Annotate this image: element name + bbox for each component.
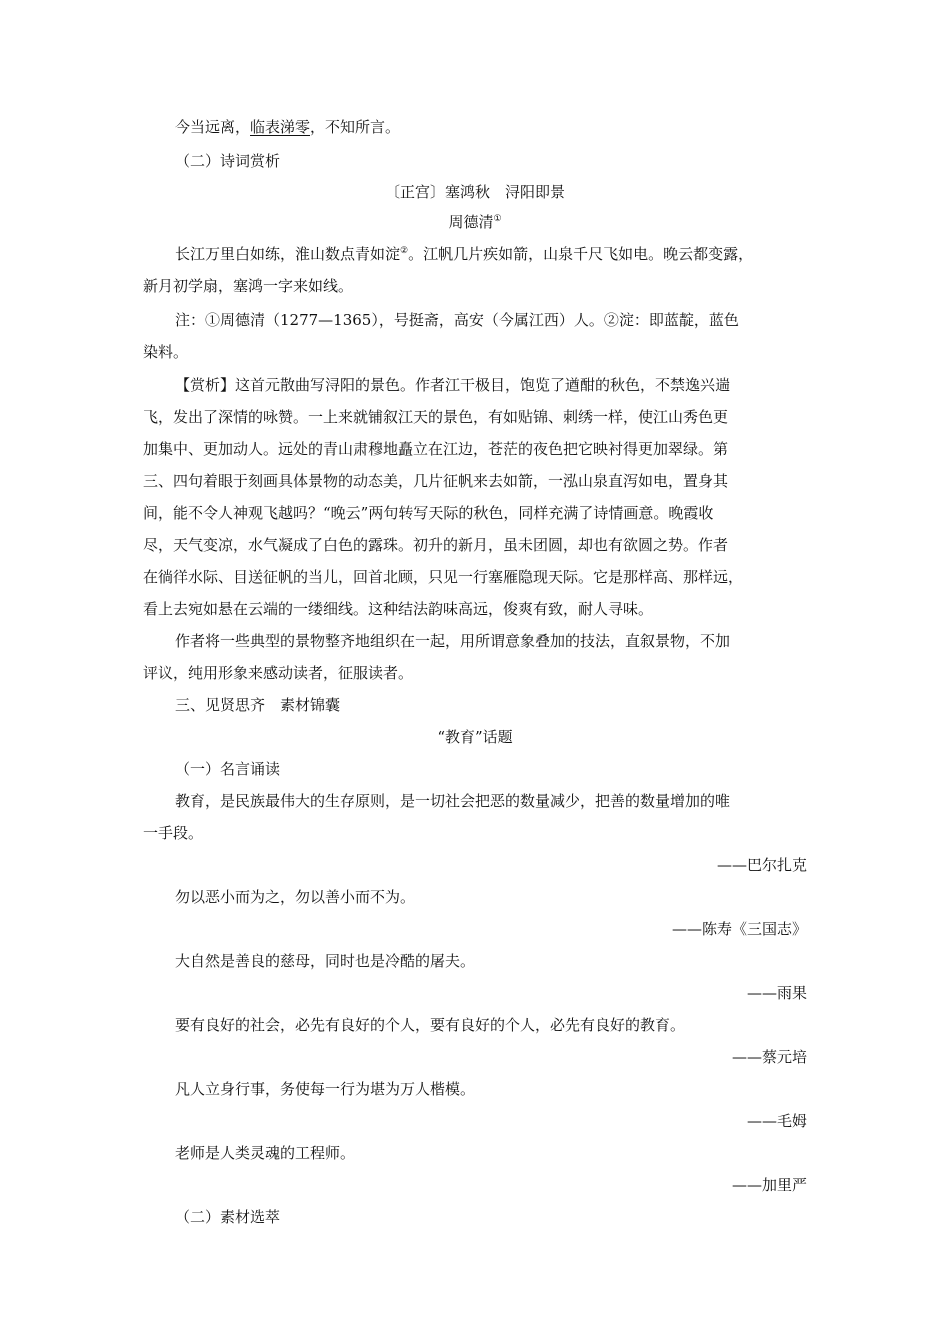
subsection-heading: （一）名言诵读 [175,760,281,778]
note-line: 染料。 [143,343,189,361]
analysis-line: 间，能不令人神观飞越吗？“晚云”两句转写天际的秋色，同样充满了诗情画意。晚霞收 [143,504,714,522]
analysis-line: 尽，天气变凉，水气凝成了白色的露珠。初升的新月，虽未团圆，却也有欲圆之势。作者 [143,536,729,554]
text-segment: ，不知所言。 [310,118,401,136]
poem-line [175,244,753,264]
text-segment: 。江帆几片疾如箭，山泉千尺飞如电。晚云都变露， [408,245,754,263]
footnote-mark: ② [400,246,409,256]
section-heading: （二）诗词赏析 [175,152,281,170]
quote-author: ——蔡元培 [731,1048,807,1066]
quote-author: ——陈寿《三国志》 [671,920,807,938]
quote-text: 一手段。 [143,824,204,842]
poem-title: 〔正宫〕塞鸿秋 浔阳即景 [384,183,565,201]
text-line [175,117,400,137]
text-segment: 长江万里白如练，淮山数点青如淀 [175,245,401,263]
quote-text: 要有良好的社会，必先有良好的个人，要有良好的个人，必先有良好的教育。 [175,1016,686,1034]
analysis-line: 【赏析】这首元散曲写浔阳的景色。作者江干极目，饱览了遒酣的秋色，不禁逸兴遄 [175,376,731,394]
subsection-heading: （二）素材选萃 [175,1208,281,1226]
quote-text: 大自然是善良的慈母，同时也是冷酷的屠夫。 [175,952,476,970]
poem-line: 新月初学扇，塞鸿一字来如线。 [143,277,354,295]
analysis-line: 看上去宛如悬在云端的一缕细线。这种结法韵味高远，俊爽有致，耐人寻味。 [143,600,654,618]
text-segment: 今当远离， [175,118,251,136]
analysis-line: 在徜徉水际、目送征帆的当儿，回首北顾，只见一行塞雁隐现天际。它是那样高、那样远， [143,568,744,586]
analysis-line: 评议，纯用形象来感动读者，征服读者。 [143,664,414,682]
analysis-line: 加集中、更加动人。远处的青山肃穆地矗立在江边，苍茫的夜色把它映衬得更加翠绿。第 [143,440,729,458]
quote-author: ——毛姆 [746,1112,807,1130]
poem-author [143,212,807,232]
quote-text: 勿以恶小而为之，勿以善小而不为。 [175,888,416,906]
quote-author: ——巴尔扎克 [716,856,807,874]
quote-author: ——雨果 [746,984,807,1002]
analysis-line: 三、四句着眼于刻画具体景物的动态美，几片征帆来去如箭，一泓山泉直泻如电，置身其 [143,472,729,490]
section-heading: 三、见贤思齐 素材锦囊 [175,696,341,714]
analysis-line: 作者将一些典型的景物整齐地组织在一起，用所谓意象叠加的技法，直叙景物，不加 [175,632,731,650]
quote-text: 教育，是民族最伟大的生存原则，是一切社会把恶的数量减少，把善的数量增加的唯 [175,792,731,810]
underlined-phrase: 临表涕零 [250,118,311,136]
topic-title: “教育”话题 [437,728,513,746]
author-name: 周德清 [448,213,494,231]
analysis-line: 飞，发出了深情的咏赞。一上来就铺叙江天的景色，有如贴锦、刺绣一样，使江山秀色更 [143,408,729,426]
quote-text: 老师是人类灵魂的工程师。 [175,1144,356,1162]
quote-author: ——加里严 [731,1176,807,1194]
quote-text: 凡人立身行事，务使每一行为堪为万人楷模。 [175,1080,476,1098]
note-line: 注：①周德清（1277—1365），号挺斋，高安（今属江西）人。②淀：即蓝靛，蓝色 [175,311,739,329]
footnote-mark: ① [493,214,502,224]
